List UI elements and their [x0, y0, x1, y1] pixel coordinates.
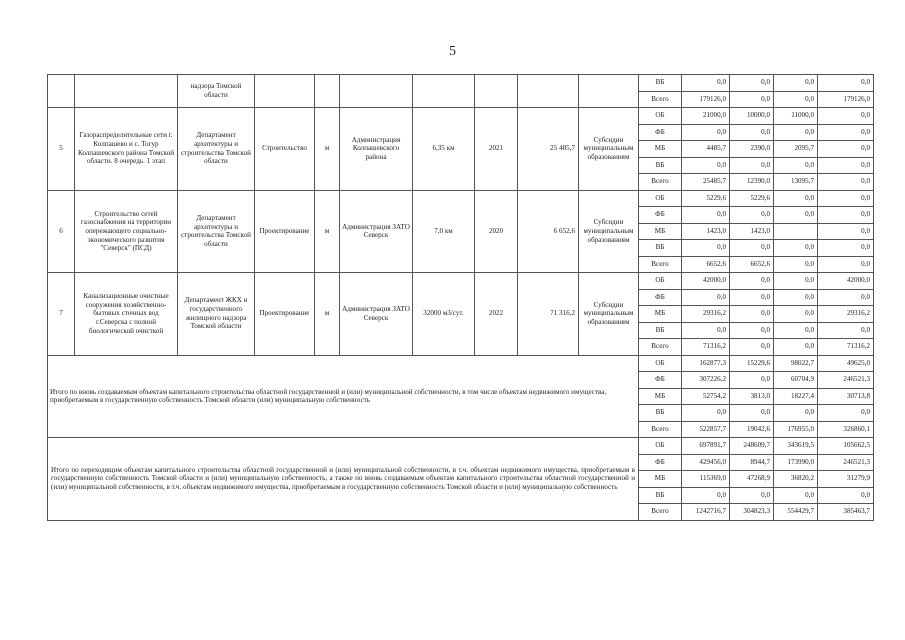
table-row: [48, 438, 874, 455]
amount-year3-cell: 0,0: [818, 487, 874, 504]
customer-cell: Администрация ЗАТО Северск: [340, 273, 413, 356]
amount-year2-cell: 0,0: [774, 124, 818, 141]
empty-cell: [579, 75, 639, 108]
empty-cell: [413, 75, 475, 108]
amount-year2-cell: 0,0: [774, 339, 818, 356]
amount-year1-cell: 304823,3: [730, 504, 774, 521]
amount-year3-cell: 385463,7: [818, 504, 874, 521]
amount-year2-cell: 0,0: [774, 240, 818, 257]
amount-year1-cell: 3813,0: [730, 388, 774, 405]
amount-year3-cell: 42000,0: [818, 273, 874, 290]
amount-total-cell: 25485,7: [682, 174, 730, 191]
page-number: 5: [449, 44, 456, 59]
amount-year1-cell: 8944,7: [730, 454, 774, 471]
amount-year1-cell: 0,0: [730, 372, 774, 389]
amount-year3-cell: 49625,0: [818, 355, 874, 372]
table-row: [48, 190, 874, 207]
amount-total-cell: 29316,2: [682, 306, 730, 323]
fund-source-cell: ОБ: [639, 273, 682, 290]
fund-source-cell: ФБ: [639, 124, 682, 141]
amount-year3-cell: 0,0: [818, 157, 874, 174]
amount-total-cell: 522857,7: [682, 421, 730, 438]
amount-year3-cell: 246521,3: [818, 372, 874, 389]
fund-source-cell: ФБ: [639, 372, 682, 389]
object-name-cell: Строительство сетей газоснабжения на территории опережающего социально-экономического развития "Северск" (ПСД): [75, 190, 178, 273]
amount-total-cell: 179126,0: [682, 91, 730, 108]
amount-year3-cell: 0,0: [818, 75, 874, 92]
amount-year2-cell: 18227,4: [774, 388, 818, 405]
amount-year2-cell: 343619,5: [774, 438, 818, 455]
amount-year3-cell: 105662,5: [818, 438, 874, 455]
table-row: [48, 273, 874, 290]
fund-source-cell: ВБ: [639, 405, 682, 422]
amount-year3-cell: 0,0: [818, 124, 874, 141]
fund-source-cell: ОБ: [639, 108, 682, 125]
amount-year1-cell: 15229,6: [730, 355, 774, 372]
fund-source-cell: Всего: [639, 174, 682, 191]
table-row: [48, 75, 874, 92]
fund-source-cell: ФБ: [639, 454, 682, 471]
amount-year1-cell: 0,0: [730, 273, 774, 290]
num-cell: 5: [48, 108, 75, 191]
customer-cell: Администрация Колпашевского района: [340, 108, 413, 191]
amount-year1-cell: 0,0: [730, 75, 774, 92]
fund-source-cell: МБ: [639, 223, 682, 240]
amount-year1-cell: 248609,7: [730, 438, 774, 455]
amount-year1-cell: 1423,0: [730, 223, 774, 240]
amount-year1-cell: 0,0: [730, 487, 774, 504]
amount-total-cell: 0,0: [682, 207, 730, 224]
amount-year2-cell: 0,0: [774, 322, 818, 339]
amount-total-cell: 0,0: [682, 124, 730, 141]
fund-source-cell: ОБ: [639, 190, 682, 207]
capacity-cell: 7,0 км: [413, 190, 475, 273]
amount-total-cell: 0,0: [682, 405, 730, 422]
cost-cell: 6 652,6: [518, 190, 579, 273]
department-cell: Департамент архитектуры и строительства Томской области: [178, 108, 255, 191]
amount-year1-cell: 19042,6: [730, 421, 774, 438]
work-type-cell: Проектирование: [255, 273, 315, 356]
amount-total-cell: 1242716,7: [682, 504, 730, 521]
fund-source-cell: ВБ: [639, 75, 682, 92]
amount-year3-cell: 0,0: [818, 207, 874, 224]
amount-year1-cell: 47268,9: [730, 471, 774, 488]
year-cell: 2020: [475, 190, 518, 273]
amount-year2-cell: 173990,0: [774, 454, 818, 471]
amount-year1-cell: 6652,6: [730, 256, 774, 273]
amount-year2-cell: 0,0: [774, 405, 818, 422]
fund-source-cell: МБ: [639, 471, 682, 488]
amount-total-cell: 6652,6: [682, 256, 730, 273]
amount-total-cell: 307226,2: [682, 372, 730, 389]
amount-total-cell: 0,0: [682, 157, 730, 174]
fund-source-cell: МБ: [639, 141, 682, 158]
amount-year1-cell: 0,0: [730, 322, 774, 339]
capital-construction-table: [47, 74, 874, 521]
amount-year2-cell: 0,0: [774, 190, 818, 207]
amount-year3-cell: 0,0: [818, 256, 874, 273]
amount-total-cell: 4485,7: [682, 141, 730, 158]
amount-year2-cell: [774, 223, 818, 240]
amount-year1-cell: 0,0: [730, 91, 774, 108]
amount-total-cell: 0,0: [682, 487, 730, 504]
fund-source-cell: Всего: [639, 256, 682, 273]
amount-year3-cell: 0,0: [818, 240, 874, 257]
amount-year2-cell: 98022,7: [774, 355, 818, 372]
fund-source-cell: Всего: [639, 421, 682, 438]
amount-total-cell: 42000,0: [682, 273, 730, 290]
amount-year1-cell: 2390,0: [730, 141, 774, 158]
amount-year2-cell: 0,0: [774, 487, 818, 504]
amount-year3-cell: 0,0: [818, 108, 874, 125]
amount-year1-cell: 0,0: [730, 240, 774, 257]
department-cell: Департамент архитектуры и строительства Томской области: [178, 190, 255, 273]
amount-total-cell: 0,0: [682, 75, 730, 92]
object-name-cell: Газораспределительные сети г. Колпашево и с. Тогур Колпашевского района Томской области. 8 очередь. 1 этап: [75, 108, 178, 191]
amount-year3-cell: 71316,2: [818, 339, 874, 356]
num-cell: 6: [48, 190, 75, 273]
cost-cell: 71 316,2: [518, 273, 579, 356]
table-row: [48, 108, 874, 125]
amount-year1-cell: 0,0: [730, 405, 774, 422]
amount-year3-cell: 0,0: [818, 190, 874, 207]
amount-year3-cell: 0,0: [818, 405, 874, 422]
cost-cell: 25 485,7: [518, 108, 579, 191]
amount-year3-cell: 30713,8: [818, 388, 874, 405]
amount-year3-cell: 31279,9: [818, 471, 874, 488]
amount-year2-cell: 13095,7: [774, 174, 818, 191]
table-row: [48, 355, 874, 372]
fund-source-cell: ОБ: [639, 438, 682, 455]
empty-cell: [518, 75, 579, 108]
amount-year3-cell: 0,0: [818, 141, 874, 158]
amount-year2-cell: 0,0: [774, 306, 818, 323]
amount-year3-cell: 0,0: [818, 289, 874, 306]
amount-year1-cell: 10000,0: [730, 108, 774, 125]
amount-year1-cell: 5229,6: [730, 190, 774, 207]
object-name-cell: [75, 75, 178, 108]
unit-cell: м: [315, 108, 340, 191]
amount-total-cell: 21000,0: [682, 108, 730, 125]
fund-source-cell: ВБ: [639, 240, 682, 257]
amount-year2-cell: 0,0: [774, 256, 818, 273]
capacity-cell: 32000 м3/сут.: [413, 273, 475, 356]
empty-cell: [255, 75, 315, 108]
amount-total-cell: 697891,7: [682, 438, 730, 455]
amount-year2-cell: 0,0: [774, 207, 818, 224]
amount-year2-cell: 60704,9: [774, 372, 818, 389]
amount-total-cell: 5229,6: [682, 190, 730, 207]
amount-year2-cell: 0,0: [774, 157, 818, 174]
fund-source-cell: ВБ: [639, 322, 682, 339]
fund-source-cell: ВБ: [639, 487, 682, 504]
amount-total-cell: 0,0: [682, 322, 730, 339]
amount-total-cell: 115369,0: [682, 471, 730, 488]
amount-year2-cell: 176955,0: [774, 421, 818, 438]
amount-year1-cell: 0,0: [730, 157, 774, 174]
amount-year1-cell: 0,0: [730, 124, 774, 141]
fund-source-cell: ФБ: [639, 289, 682, 306]
fund-source-cell: Всего: [639, 504, 682, 521]
amount-year3-cell: 326860,1: [818, 421, 874, 438]
amount-year2-cell: 0,0: [774, 91, 818, 108]
totals-label-cell: Итого по вновь создаваемым объектам капитального строительства областной государственной и (или) муниципальной собственности, в том числе объектам недвижимого имущества, приобретаемым в государственную собственность Томской области (или) муниципальную собственность: [48, 355, 639, 438]
fund-source-cell: ФБ: [639, 207, 682, 224]
work-type-cell: Строительство: [255, 108, 315, 191]
amount-year2-cell: 0,0: [774, 273, 818, 290]
amount-total-cell: 52754,2: [682, 388, 730, 405]
year-cell: 2021: [475, 108, 518, 191]
amount-year3-cell: 0,0: [818, 223, 874, 240]
empty-cell: [315, 75, 340, 108]
num-cell: 7: [48, 273, 75, 356]
empty-cell: [475, 75, 518, 108]
department-cell: надзора Томской области: [178, 75, 255, 108]
support-form-cell: Субсидии муниципальным образованиям: [579, 108, 639, 191]
amount-year2-cell: 0,0: [774, 75, 818, 92]
amount-total-cell: 162877,3: [682, 355, 730, 372]
amount-year1-cell: 0,0: [730, 289, 774, 306]
fund-source-cell: МБ: [639, 388, 682, 405]
empty-cell: [340, 75, 413, 108]
amount-year2-cell: 2095,7: [774, 141, 818, 158]
object-name-cell: Канализационные очистные сооружения хозяйственно-бытовых сточных вод г.Северска с полной биологической очисткой: [75, 273, 178, 356]
department-cell: Департамент ЖКХ и государственного жилищного надзора Томской области: [178, 273, 255, 356]
fund-source-cell: Всего: [639, 91, 682, 108]
amount-year2-cell: 0,0: [774, 289, 818, 306]
amount-total-cell: 1423,0: [682, 223, 730, 240]
support-form-cell: Субсидии муниципальным образованиям: [579, 190, 639, 273]
amount-year1-cell: 0,0: [730, 339, 774, 356]
amount-year3-cell: 29316,2: [818, 306, 874, 323]
amount-year1-cell: 0,0: [730, 207, 774, 224]
amount-year3-cell: 0,0: [818, 174, 874, 191]
year-cell: 2022: [475, 273, 518, 356]
fund-source-cell: ОБ: [639, 355, 682, 372]
unit-cell: м: [315, 190, 340, 273]
customer-cell: Администрация ЗАТО Северск: [340, 190, 413, 273]
work-type-cell: Проектирование: [255, 190, 315, 273]
amount-year3-cell: 246521,3: [818, 454, 874, 471]
fund-source-cell: Всего: [639, 339, 682, 356]
amount-total-cell: 71316,2: [682, 339, 730, 356]
amount-year1-cell: 12390,0: [730, 174, 774, 191]
amount-year3-cell: 179126,0: [818, 91, 874, 108]
fund-source-cell: МБ: [639, 306, 682, 323]
unit-cell: м: [315, 273, 340, 356]
amount-year2-cell: 36820,2: [774, 471, 818, 488]
num-cell: [48, 75, 75, 108]
totals-label-cell: Итого по переходящим объектам капитального строительства областной государственной и (или) муниципальной собственности, в т.ч. объектам недвижимого имущества, приобретаемым в государственную собственность Томской области и (или) муниципальную собственность, а также по вновь создаваемым объектам капитального строительства областной государственной и (или) муниципальной собственности, в т.ч. объектам недвижимого имущества, приобретаемым в государственную собственность Томской области и (или) муниципальную собственность: [48, 438, 639, 521]
amount-year1-cell: 0,0: [730, 306, 774, 323]
capacity-cell: 6,35 км: [413, 108, 475, 191]
amount-total-cell: 0,0: [682, 240, 730, 257]
amount-year2-cell: 554429,7: [774, 504, 818, 521]
fund-source-cell: ВБ: [639, 157, 682, 174]
amount-year3-cell: 0,0: [818, 322, 874, 339]
support-form-cell: Субсидии муниципальным образованиям: [579, 273, 639, 356]
amount-year2-cell: 11000,0: [774, 108, 818, 125]
amount-total-cell: 429456,0: [682, 454, 730, 471]
amount-total-cell: 0,0: [682, 289, 730, 306]
